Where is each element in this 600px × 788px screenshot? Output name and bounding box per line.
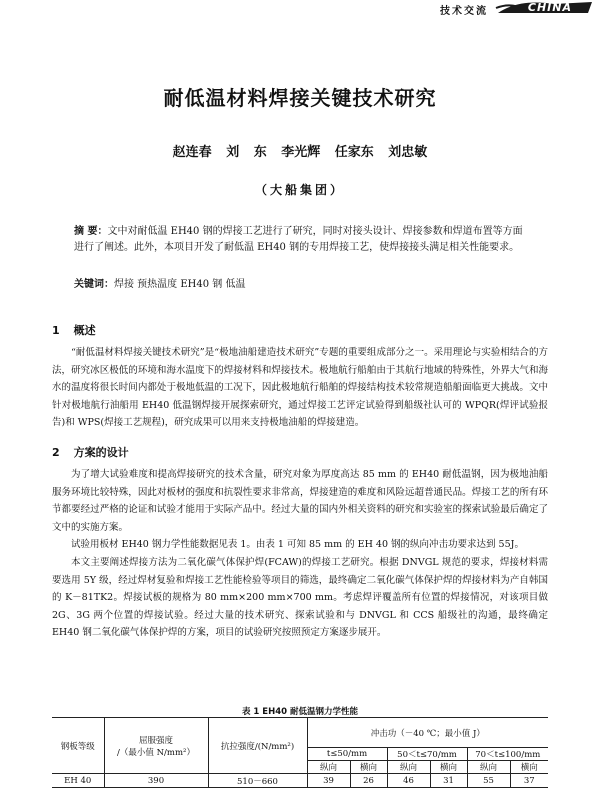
- abstract-text: 文中对耐低温 EH40 钢的焊接工艺进行了研究，同时对接头设计、焊接参数和焊道布置等方面进行了阐述。此外，本项目开发了耐低温 EH40 钢的专用焊接工艺，使焊接接头满足相关性能要求。: [74, 226, 523, 253]
- cell-impact: 55: [467, 774, 510, 788]
- keywords-label: 关键词：: [74, 279, 114, 290]
- header-yield-line1: 屈服强度: [138, 735, 173, 746]
- direction-transverse: 横向: [430, 761, 467, 774]
- header-yield: [104, 718, 208, 774]
- page-header: [400, 0, 600, 16]
- body-paragraph: 为了增大试验难度和提高焊接研究的技术含量，研究对象为厚度高达 85 mm 的 EH40 耐低温钢，因为极地油船服务环境比较特殊，因此对板材的强度和抗裂性要求非常高，焊接建造的难度和风险远超普通民品。焊接工艺的所有环节都要经过严格的论证和试验才能用于实际产品中。经过大量的国内外相关资料的研究和实验室的探索试验最后确定了文中的实施方案。: [52, 469, 548, 533]
- abstract: [74, 224, 530, 256]
- cell-grade: EH 40: [52, 774, 104, 788]
- cell-impact: 37: [510, 774, 548, 788]
- cell-impact: 46: [387, 774, 430, 788]
- table-row: [52, 774, 548, 788]
- section-heading: [52, 444, 129, 460]
- direction-transverse: 横向: [350, 761, 387, 774]
- body-paragraph: 本文主要阐述焊接方法为二氧化碳气体保护焊(FCAW)的焊接工艺研究。根据 DNVGL 规范的要求，焊接材料需要选用 5Y 级，经过焊材复验和焊接工艺性能检验等项目的筛选，最终确定二氧化碳气体保护焊的焊接材料为产自韩国的 K－81TK2。焊接试板的规格为 80 mm×200 mm×700 mm。考虑焊评覆盖所有位置的焊接情况，对该项目做 2G、3G 两个位置的焊接试验。经过大量的技术研究、探索试验和与 DNVGL 和 CCS 船级社的沟通，最终确定 EH40 钢二氧化碳气体保护焊的方案，项目的试验研究按照预定方案逐步展开。: [52, 557, 548, 639]
- affiliation: （大船集团）: [254, 183, 345, 197]
- header-tensile: 抗拉强度/(N/mm²): [208, 718, 307, 774]
- table-caption: 表 1 EH40 耐低温钢力学性能: [241, 707, 359, 717]
- direction-transverse: 横向: [510, 761, 548, 774]
- cell-tensile: 510－660: [208, 774, 307, 788]
- keywords-text: 焊接 预热温度 EH40 钢 低温: [114, 279, 246, 290]
- cell-impact: 26: [350, 774, 387, 788]
- header-impact: 冲击功（－40 ℃；最小值 J）: [307, 718, 548, 748]
- section-title: 概述: [73, 324, 96, 337]
- header-grade: 钢板等级: [52, 718, 104, 774]
- author-list: 赵连春 刘 东 李光辉 任家东 刘忠敏: [172, 145, 428, 160]
- thickness-range: 70＜t≤100/mm: [467, 748, 548, 761]
- section-heading: [52, 322, 96, 338]
- section-number: 2: [52, 446, 60, 459]
- direction-longitudinal: 纵向: [307, 761, 350, 774]
- header-yield-line2: /（最小值 N/mm²）: [117, 747, 195, 758]
- properties-table: [52, 717, 548, 788]
- thickness-range: t≤50/mm: [307, 748, 387, 761]
- journal-logo: [494, 0, 594, 15]
- body-paragraph: 试验用板材 EH40 钢力学性能数据见表 1。由表 1 可知 85 mm 的 EH 40 钢的纵向冲击功要求达到 55J。: [71, 539, 524, 550]
- logo-text: CHINA: [527, 1, 572, 14]
- section-title: 方案的设计: [73, 446, 129, 459]
- paper-title: 耐低温材料焊接关键技术研究: [163, 86, 437, 110]
- section-label: 技术交流: [440, 6, 488, 17]
- thickness-range: 50＜t≤70/mm: [387, 748, 467, 761]
- cell-impact: 31: [430, 774, 467, 788]
- body-paragraph: “耐低温材料焊接关键技术研究”是“极地油船建造技术研究”专题的重要组成部分之一。采用理论与实验相结合的方法，研究冰区极低的环境和海水温度下的焊接材料和焊接技术。极地航行船舶由于其航行地域的特殊性，外界大气和海水的温度将很长时间内都处于极地低温的工况下，因此极地航行船舶的焊接结构技术较常规造船船面临更大挑战。文中针对极地航行油船用 EH40 低温钢焊接开展探索研究，通过焊接工艺评定试验得到船级社认可的 WPQR(焊评试验报告)和 WPS(焊接工艺规程)，研究成果可以用来支持极地油船的焊接建造。: [52, 347, 548, 429]
- direction-longitudinal: 纵向: [387, 761, 430, 774]
- cell-yield: 390: [104, 774, 208, 788]
- keywords: [74, 275, 530, 290]
- abstract-label: 摘 要：: [74, 226, 108, 237]
- section-number: 1: [52, 324, 60, 337]
- cell-impact: 39: [307, 774, 350, 788]
- direction-longitudinal: 纵向: [467, 761, 510, 774]
- table-header-row: [52, 718, 548, 748]
